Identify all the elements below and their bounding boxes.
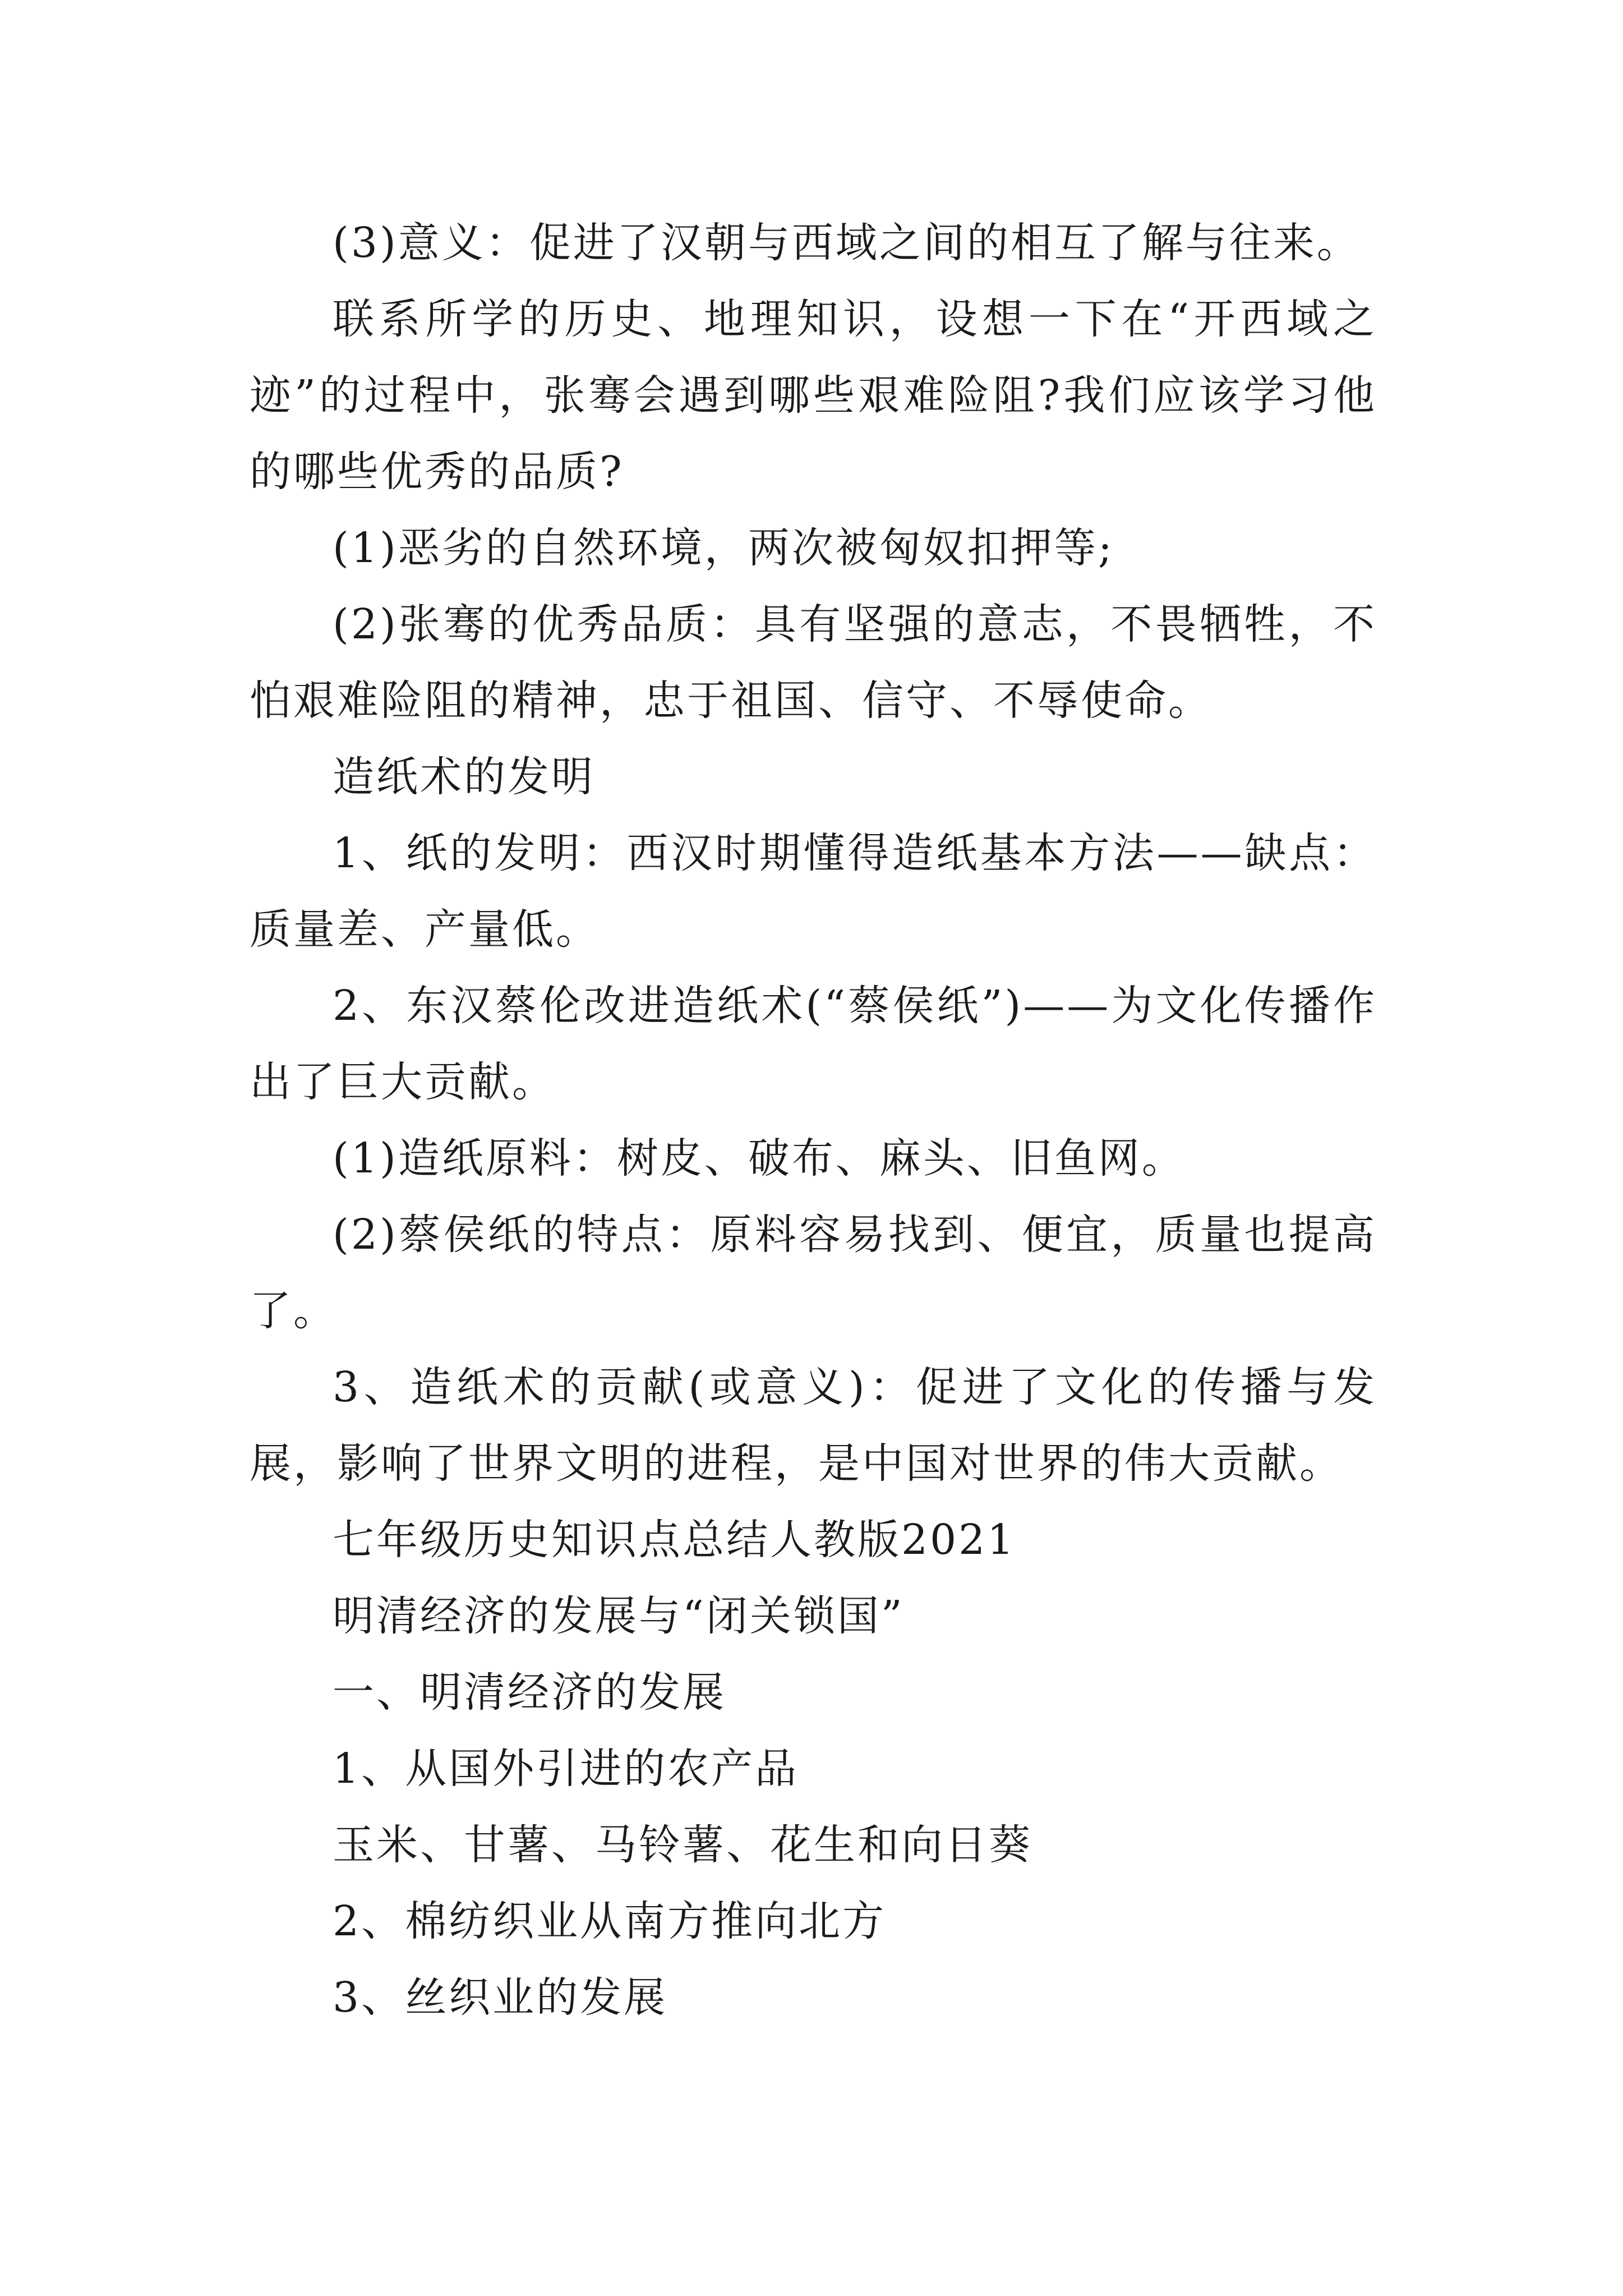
paragraph-paper-invention: 1、纸的发明：西汉时期懂得造纸基本方法——缺点：质量差、产量低。 — [250, 829, 1377, 954]
paragraph-features: (2)蔡侯纸的特点：原料容易找到、便宜，质量也提高了。 — [250, 1211, 1377, 1335]
paragraph-silk: 3、丝织业的发展 — [333, 1973, 668, 2022]
paragraph-materials: (1)造纸原料：树皮、破布、麻头、旧鱼网。 — [333, 1134, 1186, 1182]
heading-summary-title: 七年级历史知识点总结人教版2021 — [333, 1516, 1016, 1564]
paragraph-question: 联系所学的历史、地理知识，设想一下在“开西域之迹”的过程中，张骞会遇到哪些艰难险阻?我们应该学习他的哪些优秀的品质? — [250, 295, 1377, 496]
section-heading-papermaking: 造纸术的发明 — [333, 753, 595, 801]
paragraph-imported-crops: 1、从国外引进的农产品 — [333, 1745, 799, 1793]
paragraph-answer-1: (1)恶劣的自然环境，两次被匈奴扣押等; — [333, 524, 1114, 572]
heading-ming-qing: 明清经济的发展与“闭关锁国” — [333, 1592, 905, 1640]
paragraph-cai-lun: 2、东汉蔡伦改进造纸术(“蔡侯纸”)——为文化传播作出了巨大贡献。 — [250, 982, 1377, 1106]
paragraph-crop-list: 玉米、甘薯、马铃薯、花生和向日葵 — [333, 1821, 1032, 1869]
document-body — [250, 205, 1377, 2036]
heading-economy: 一、明清经济的发展 — [333, 1668, 726, 1717]
paragraph-contribution: 3、造纸术的贡献(或意义)：促进了文化的传播与发展，影响了世界文明的进程，是中国对世界的伟大贡献。 — [250, 1363, 1377, 1488]
paragraph-significance: (3)意义：促进了汉朝与西域之间的相互了解与往来。 — [333, 219, 1361, 267]
paragraph-cotton: 2、棉纺织业从南方推向北方 — [333, 1897, 887, 1945]
paragraph-answer-2: (2)张骞的优秀品质：具有坚强的意志，不畏牺牲，不怕艰难险阻的精神，忠于祖国、信守、不辱使命。 — [250, 600, 1377, 725]
